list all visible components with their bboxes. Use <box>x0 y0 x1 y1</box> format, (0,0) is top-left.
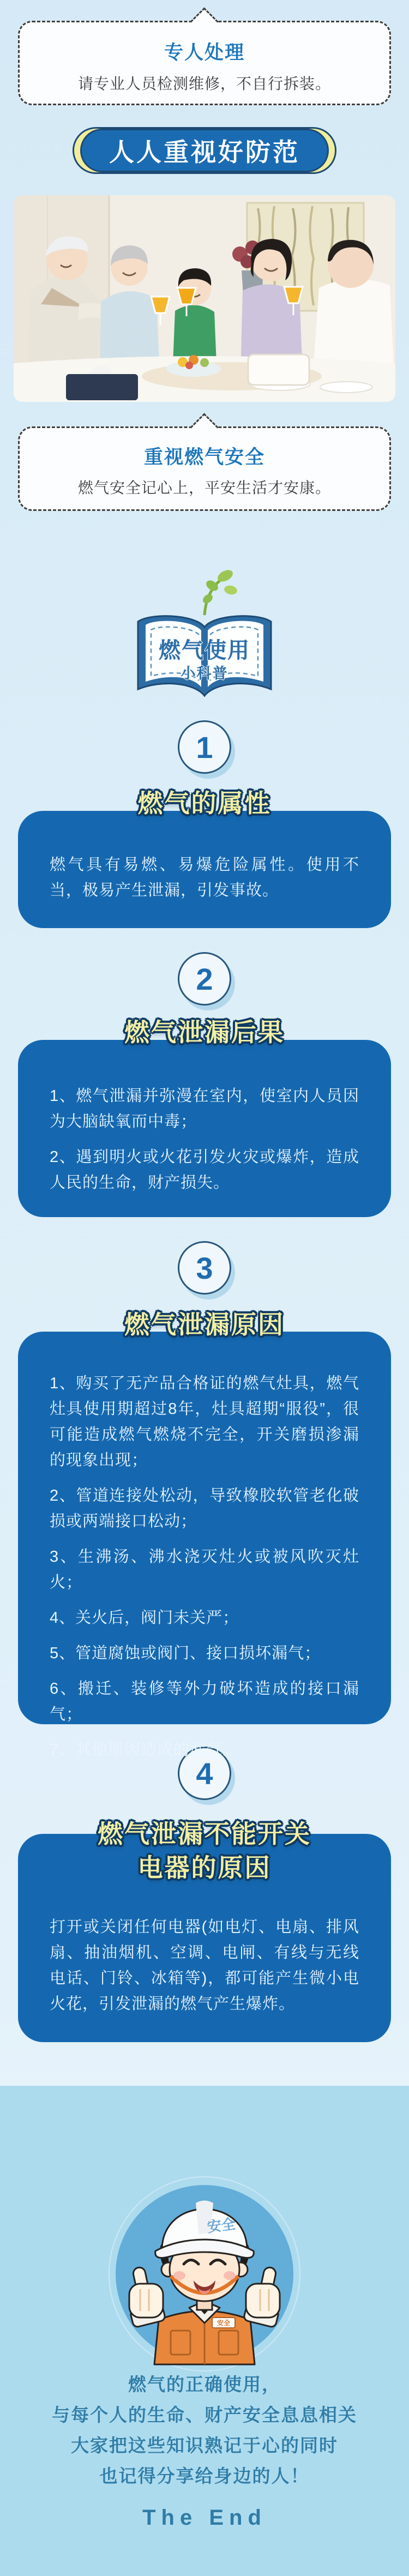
mascot-helmet-label: 安全 <box>206 2216 237 2236</box>
book-graphic <box>123 561 286 703</box>
banner-pill-inner <box>80 129 329 172</box>
family-dinner-illustration <box>14 195 395 402</box>
section-title-4 <box>0 1817 409 1885</box>
footer-line: 与每个人的生命、财产安全息息相关 <box>52 2405 357 2425</box>
speech-card-gas-safety <box>18 426 391 511</box>
section-number: 2 <box>196 961 213 996</box>
section-card-2 <box>18 1040 391 1217</box>
family-dinner-photo <box>14 195 395 402</box>
the-end-label: The End <box>142 2506 267 2530</box>
list-item: 3、生沸汤、沸水浇灭灶火或被风吹灭灶火； <box>50 1548 359 1591</box>
speech-card-title: 专人处理 <box>164 42 245 63</box>
list-item: 1、燃气泄漏并弥漫在室内，使室内人员因为大脑缺氧而中毒； <box>50 1087 359 1130</box>
list-item: 2、遇到明火或火花引发火灾或爆炸，造成人民的生命，财产损失。 <box>50 1148 359 1191</box>
speech-card-body: 请专业人员检测维修，不自行拆装。 <box>77 75 331 92</box>
list-item: 打开或关闭任何电器(如电灯、电扇、排风扇、抽油烟机、空调、电闸、有线与无线电话、门铃、冰箱等)，都可能产生微小电火花，引发泄漏的燃气产生爆炸。 <box>50 1918 359 2013</box>
footer-message <box>0 2369 409 2491</box>
banner-pill <box>73 127 336 174</box>
section-number: 1 <box>196 730 213 765</box>
plant-sprig-icon <box>201 568 238 615</box>
speech-card-body: 燃气安全记心上，平安生活才安康。 <box>77 479 331 496</box>
book-title-line2: 小科普 <box>181 665 228 682</box>
footer-line: 大家把这些知识熟记于心的同时 <box>71 2435 338 2455</box>
banner-label: 人人重视好防范 <box>109 138 300 166</box>
list-item: 7、其他原因造成的漏气。 <box>50 1741 239 1759</box>
speech-card-expert-handling <box>18 21 391 105</box>
section-number: 3 <box>196 1250 213 1285</box>
section-card-3 <box>18 1332 391 1759</box>
section-number: 4 <box>196 1756 213 1791</box>
section-number-badge-1 <box>178 720 231 774</box>
list-item: 2、管道连接处松动，导致橡胶软管老化破损或两端接口松动； <box>50 1487 359 1530</box>
mascot-badge-label: 安全 <box>216 2319 231 2327</box>
book-title-line1: 燃气使用 <box>159 639 250 663</box>
list-item: 4、关火后，阀门未关严； <box>50 1609 239 1627</box>
child-figure <box>173 268 216 364</box>
safety-worker-mascot <box>101 2143 308 2372</box>
section-title-3: 燃气泄漏原因 <box>124 1310 285 1339</box>
section-title-2: 燃气泄漏后果 <box>124 1018 285 1046</box>
list-item: 燃气具有易燃、易爆危险属性。使用不当，极易产生泄漏，引发事故。 <box>50 856 359 899</box>
speech-card-title: 重视燃气安全 <box>143 447 265 468</box>
section-title-line1: 燃气泄漏不能开关 <box>98 1820 311 1848</box>
footer-line: 燃气的正确使用， <box>128 2374 281 2394</box>
section-title-line2: 电器的原因 <box>137 1853 272 1882</box>
speech-caret <box>190 413 218 441</box>
section-number-badge-3 <box>178 1241 231 1295</box>
section-number-badge-2 <box>178 952 231 1006</box>
section-title-1: 燃气的属性 <box>137 789 272 817</box>
speech-caret <box>190 7 218 35</box>
section-card-1 <box>18 811 391 928</box>
list-item: 6、搬迁、装修等外力破坏造成的接口漏气； <box>50 1680 359 1723</box>
footer-line: 也记得分享给身边的人！ <box>99 2466 310 2486</box>
list-item: 5、管道腐蚀或阀门、接口损坏漏气； <box>50 1645 321 1662</box>
list-item: 1、购买了无产品合格证的燃气灶具，燃气灶具使用期超过8年，灶具超期“服役”，很可能造成燃气燃烧不完全，开关磨损渗漏的现象出现； <box>50 1375 359 1469</box>
